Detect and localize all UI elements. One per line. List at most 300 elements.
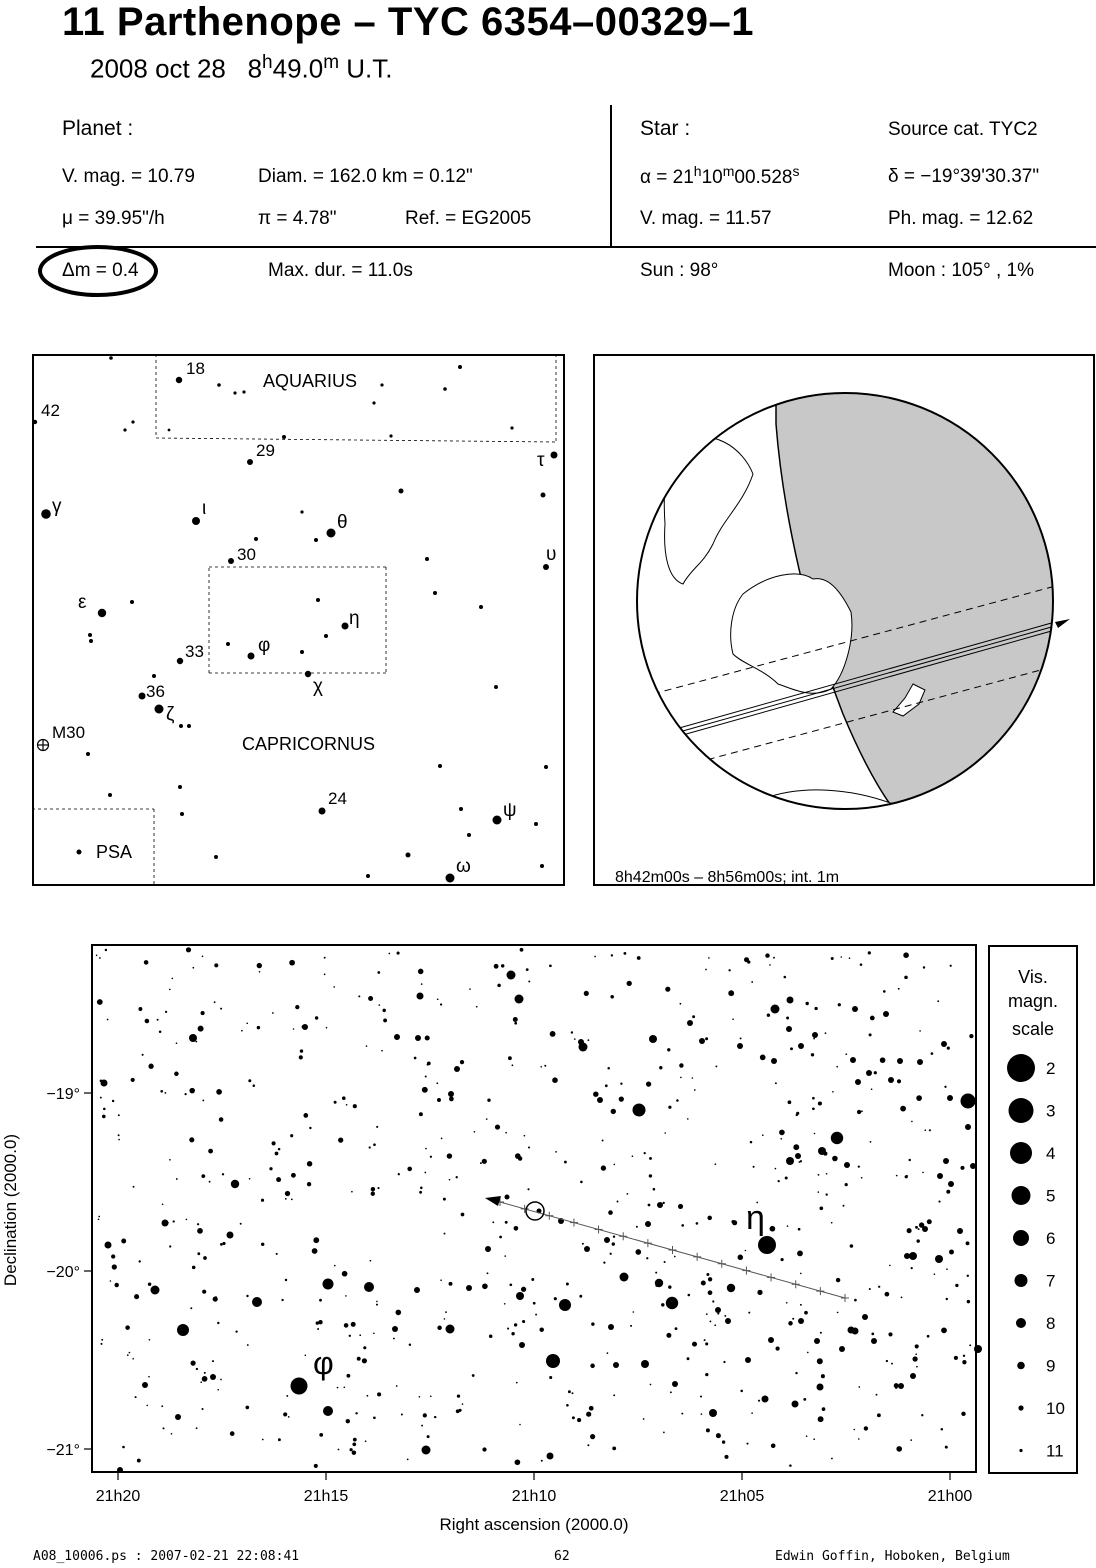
field-star [613, 1362, 619, 1368]
field-star [889, 1265, 891, 1267]
field-star [177, 1324, 189, 1336]
field-star [813, 1438, 815, 1440]
field-star [419, 1396, 421, 1398]
field-star [708, 1277, 712, 1281]
star-label-eta: η [349, 608, 360, 629]
field-star [969, 1344, 971, 1346]
field-star [880, 1057, 886, 1063]
field-star [874, 1071, 877, 1074]
finder-star [176, 377, 182, 383]
field-star [456, 1409, 460, 1413]
field-star [917, 1059, 923, 1065]
field-star [533, 1302, 536, 1305]
field-star [820, 1332, 822, 1334]
field-star [564, 1161, 567, 1164]
field-star [886, 1360, 888, 1362]
dec-tick-label: −19° [46, 1086, 80, 1103]
star-source-catalog: Source cat. TYC2 [888, 119, 1038, 140]
field-star [186, 947, 191, 952]
star-label-24: 24 [328, 789, 347, 808]
field-star [420, 1187, 423, 1190]
field-star [947, 1095, 953, 1101]
field-star [149, 1339, 151, 1341]
field-star [632, 1155, 634, 1157]
field-star [409, 1343, 411, 1345]
field-star [419, 1191, 422, 1194]
field-star [539, 1327, 543, 1331]
field-star [771, 1058, 777, 1064]
field-star [966, 1241, 970, 1245]
field-star [836, 1278, 840, 1282]
field-star [919, 1222, 924, 1227]
field-star [157, 1019, 159, 1021]
field-star [675, 1327, 678, 1330]
field-star [549, 1376, 552, 1379]
field-star [121, 1239, 126, 1244]
field-star [396, 1385, 398, 1387]
field-star [520, 948, 524, 952]
star-label-18: 18 [186, 359, 205, 378]
field-star [487, 1272, 489, 1274]
field-star [346, 1104, 348, 1106]
field-star [806, 1435, 808, 1437]
field-star [692, 1077, 694, 1079]
field-star [864, 1426, 868, 1430]
field-star [795, 1153, 801, 1159]
field-star [637, 956, 641, 960]
finder-star [180, 812, 184, 816]
field-star [515, 995, 524, 1004]
field-star [748, 1312, 750, 1314]
field-star [550, 1031, 556, 1037]
field-star [480, 1162, 482, 1164]
detailed-star-chart [0, 930, 1096, 1534]
field-star [111, 1254, 115, 1258]
field-star [852, 1006, 858, 1012]
field-star [504, 1303, 506, 1305]
finder-star [179, 724, 183, 728]
field-star [566, 1404, 569, 1407]
field-star [728, 990, 734, 996]
field-star [514, 1226, 519, 1231]
field-star [773, 957, 775, 959]
field-star [687, 1020, 693, 1026]
field-star [916, 1366, 918, 1368]
field-star [514, 1022, 517, 1025]
field-star [858, 1386, 860, 1388]
field-star [427, 1435, 430, 1438]
finder-star [130, 600, 134, 604]
finder-star [438, 764, 442, 768]
field-star [367, 1395, 369, 1397]
field-star [605, 1084, 608, 1087]
field-star [522, 1320, 525, 1323]
field-star [505, 1195, 510, 1200]
field-star [495, 1125, 500, 1130]
field-star [612, 1242, 615, 1245]
finder-star [467, 833, 471, 837]
field-star [371, 1192, 375, 1196]
field-star [440, 1003, 442, 1005]
field-star [954, 1356, 958, 1360]
field-star [911, 1121, 913, 1123]
field-star [817, 1384, 824, 1391]
field-star [285, 1279, 287, 1281]
finder-star [88, 633, 92, 637]
scale-star-symbol [1016, 1318, 1026, 1328]
field-star [209, 1181, 211, 1183]
field-star [699, 1038, 705, 1044]
field-star [248, 1079, 251, 1082]
field-star [278, 1438, 281, 1441]
star-label-tau: τ [537, 450, 545, 471]
field-star [540, 1066, 542, 1068]
field-star [315, 1016, 318, 1019]
field-star [941, 1428, 944, 1431]
field-star [843, 1205, 845, 1207]
planet-reference: Ref. = EG2005 [405, 208, 532, 229]
scale-magnitude-label: 10 [1046, 1399, 1065, 1418]
field-star [574, 1038, 576, 1040]
field-star [379, 1004, 381, 1006]
field-star [804, 1311, 808, 1315]
field-star [457, 1394, 460, 1397]
field-star [427, 1063, 429, 1065]
finder-star [319, 808, 326, 815]
field-star [257, 963, 262, 968]
field-star [965, 1124, 971, 1130]
field-star [825, 1032, 827, 1034]
field-star [486, 1118, 488, 1120]
field-star [771, 1005, 780, 1014]
field-star [519, 1424, 521, 1426]
field-star [571, 1031, 573, 1033]
field-star [351, 1322, 356, 1327]
field-star [376, 1126, 378, 1128]
field-star [732, 1220, 737, 1225]
field-star [204, 1372, 206, 1374]
star-label-33: 33 [185, 642, 204, 661]
field-star [125, 1325, 130, 1330]
field-star [667, 1048, 670, 1051]
finder-star [217, 383, 221, 387]
finder-star [178, 785, 182, 789]
field-star [217, 1322, 219, 1324]
field-star [937, 1173, 943, 1179]
field-star [883, 1011, 889, 1017]
field-star [176, 1042, 178, 1044]
field-star [568, 1390, 571, 1393]
field-star [460, 1060, 464, 1064]
field-star [577, 1418, 581, 1422]
field-star [353, 1438, 357, 1442]
star-label-theta: θ [337, 512, 348, 533]
finder-star [226, 642, 230, 646]
field-star [813, 1038, 815, 1040]
field-star [499, 1236, 502, 1239]
field-star [461, 1213, 465, 1217]
field-star [430, 1156, 432, 1158]
finder-star [123, 428, 126, 431]
field-star [487, 1098, 490, 1101]
sun-elongation: Sun : 98° [640, 260, 719, 281]
field-star [118, 1139, 120, 1141]
field-star [765, 953, 769, 957]
field-star [252, 1297, 262, 1307]
field-star [373, 1416, 376, 1419]
field-star [898, 988, 900, 990]
scale-star-symbol [1007, 1054, 1035, 1082]
field-star [295, 1005, 299, 1009]
field-star [366, 1045, 368, 1047]
field-star [421, 1425, 423, 1427]
field-star [788, 1321, 793, 1326]
field-star [203, 1256, 207, 1260]
field-star [100, 1343, 102, 1345]
field-star [904, 1253, 910, 1259]
field-star [821, 1374, 825, 1378]
field-star [159, 1031, 162, 1034]
field-star [974, 1345, 982, 1353]
field-star [823, 1152, 827, 1156]
field-star [148, 1064, 153, 1069]
field-star [676, 1099, 679, 1102]
field-star [672, 1381, 678, 1387]
field-star [281, 1299, 283, 1301]
field-star [908, 1159, 910, 1161]
field-star [192, 967, 194, 969]
ra-minutes: 10 [701, 167, 723, 188]
field-star [100, 1080, 103, 1083]
field-star [173, 1220, 175, 1222]
field-star [285, 1198, 287, 1200]
scale-magnitude-label: 2 [1046, 1059, 1056, 1078]
field-star [137, 1459, 141, 1463]
field-star [198, 1026, 204, 1032]
scale-title-line1: Vis. [1018, 967, 1048, 987]
field-star [146, 1405, 148, 1407]
finder-star [493, 816, 502, 825]
field-star [727, 1284, 735, 1292]
field-star [778, 1180, 780, 1182]
star-label-chi: χ [313, 676, 323, 697]
field-star [659, 1066, 662, 1069]
field-star [844, 1162, 850, 1168]
field-star [276, 1177, 281, 1182]
field-star [171, 1433, 173, 1435]
field-star [303, 1113, 308, 1118]
chart-label-phi: φ [313, 1345, 334, 1381]
field-star [214, 1001, 216, 1003]
field-star [148, 1282, 151, 1285]
scale-magnitude-label: 5 [1046, 1186, 1056, 1206]
field-star [750, 1141, 753, 1144]
field-star [706, 1428, 710, 1432]
field-star [814, 1338, 820, 1344]
field-star [220, 1008, 222, 1010]
field-star [377, 1392, 381, 1396]
field-star [938, 1201, 940, 1203]
field-star [456, 1176, 458, 1178]
field-star [145, 1019, 150, 1024]
field-star [189, 1088, 195, 1094]
scale-magnitude-label: 4 [1046, 1144, 1056, 1163]
field-star [737, 1043, 743, 1049]
field-star [786, 1026, 792, 1032]
field-star [314, 1464, 318, 1468]
field-star [776, 1347, 780, 1351]
field-star [661, 1303, 664, 1306]
field-star [444, 1318, 446, 1320]
field-star [527, 1188, 529, 1190]
field-star [437, 998, 439, 1000]
field-star [664, 1261, 666, 1263]
finder-star [534, 822, 538, 826]
field-star [425, 1148, 427, 1150]
field-star [663, 1432, 665, 1434]
field-star [963, 1355, 965, 1357]
field-star [883, 990, 886, 993]
scale-star-symbol [1012, 1186, 1031, 1205]
field-star [247, 1344, 249, 1346]
field-star [98, 1218, 100, 1220]
field-star [925, 1129, 927, 1131]
finder-star [33, 420, 37, 424]
footer-author: Edwin Goffin, Hoboken, Belgium [775, 1549, 1010, 1564]
field-star [337, 1387, 339, 1389]
finder-star [510, 426, 513, 429]
field-star [578, 1039, 584, 1045]
field-star [275, 1152, 279, 1156]
field-star [692, 1342, 697, 1347]
field-star [373, 1143, 376, 1146]
field-star [333, 986, 335, 988]
field-star [922, 1172, 924, 1174]
field-star [352, 1450, 357, 1455]
field-star [885, 1292, 890, 1297]
field-star [376, 1301, 378, 1303]
finder-star [305, 671, 311, 677]
field-star [646, 1081, 651, 1086]
scale-magnitude-label: 11 [1046, 1441, 1064, 1461]
field-star [946, 1268, 948, 1270]
field-star [376, 1304, 378, 1306]
field-star [636, 1226, 638, 1228]
field-star [927, 1335, 930, 1338]
field-star [946, 1190, 950, 1194]
field-star [906, 1175, 908, 1177]
field-star [594, 956, 596, 958]
field-star [786, 1302, 788, 1304]
field-star [837, 1312, 839, 1314]
field-star [604, 1237, 610, 1243]
field-star [398, 1173, 400, 1175]
field-star [795, 1372, 797, 1374]
field-star [326, 1027, 328, 1029]
field-star [941, 1041, 947, 1047]
field-star [601, 1165, 606, 1170]
field-star [559, 1299, 571, 1311]
field-star [514, 1323, 517, 1326]
field-star [668, 1106, 671, 1109]
field-star [786, 1157, 794, 1165]
field-star [324, 974, 326, 976]
field-star [240, 1223, 242, 1225]
finder-star [458, 365, 462, 369]
field-star [798, 1228, 801, 1231]
scale-star-symbol [1013, 1230, 1029, 1246]
field-star [222, 1242, 225, 1245]
field-star [745, 1357, 751, 1363]
field-star [969, 1034, 973, 1038]
finder-star [192, 517, 200, 525]
field-star [800, 1304, 802, 1306]
field-star [812, 1107, 815, 1110]
field-star [916, 1239, 919, 1242]
field-star [219, 1117, 224, 1122]
field-star [290, 1134, 293, 1137]
field-star [627, 981, 632, 986]
scale-star-symbol [1015, 1274, 1028, 1287]
field-star [870, 1141, 872, 1143]
planet-heading: Planet : [62, 117, 134, 140]
field-star [831, 957, 834, 960]
field-star [430, 1396, 432, 1398]
field-star [466, 1285, 472, 1291]
field-star [370, 1260, 372, 1262]
field-star [291, 1198, 293, 1200]
field-star [903, 952, 909, 958]
finder-star [109, 356, 113, 360]
field-star [352, 1442, 356, 1446]
field-star [485, 1246, 491, 1252]
field-star [868, 951, 871, 954]
field-star [474, 1131, 476, 1133]
field-star [171, 978, 173, 980]
field-star [162, 1427, 164, 1429]
field-star [818, 1191, 820, 1193]
star-heading: Star : [640, 117, 691, 140]
field-star [627, 1193, 629, 1195]
field-star [580, 1181, 583, 1184]
finder-star [540, 864, 544, 868]
field-star [288, 1416, 290, 1418]
field-star [822, 1407, 826, 1411]
field-star [572, 1416, 575, 1419]
field-star [898, 1383, 904, 1389]
field-star [528, 1146, 530, 1148]
field-star [407, 1459, 409, 1461]
field-star [235, 1330, 237, 1332]
finder-star [314, 538, 318, 542]
field-star [112, 1264, 117, 1269]
field-star [611, 1109, 616, 1114]
field-star [817, 1358, 823, 1364]
finder-star [300, 650, 304, 654]
field-star [541, 1460, 543, 1462]
field-star [197, 1223, 199, 1225]
field-star [103, 1108, 106, 1111]
field-star [845, 1053, 847, 1055]
field-star [800, 1273, 802, 1275]
field-star [836, 1066, 838, 1068]
star-vmag: V. mag. = 11.57 [640, 208, 772, 229]
field-star [482, 1447, 486, 1451]
field-star [888, 1332, 892, 1336]
field-star [202, 1099, 204, 1101]
field-star [871, 1338, 877, 1344]
field-star [118, 1114, 120, 1116]
